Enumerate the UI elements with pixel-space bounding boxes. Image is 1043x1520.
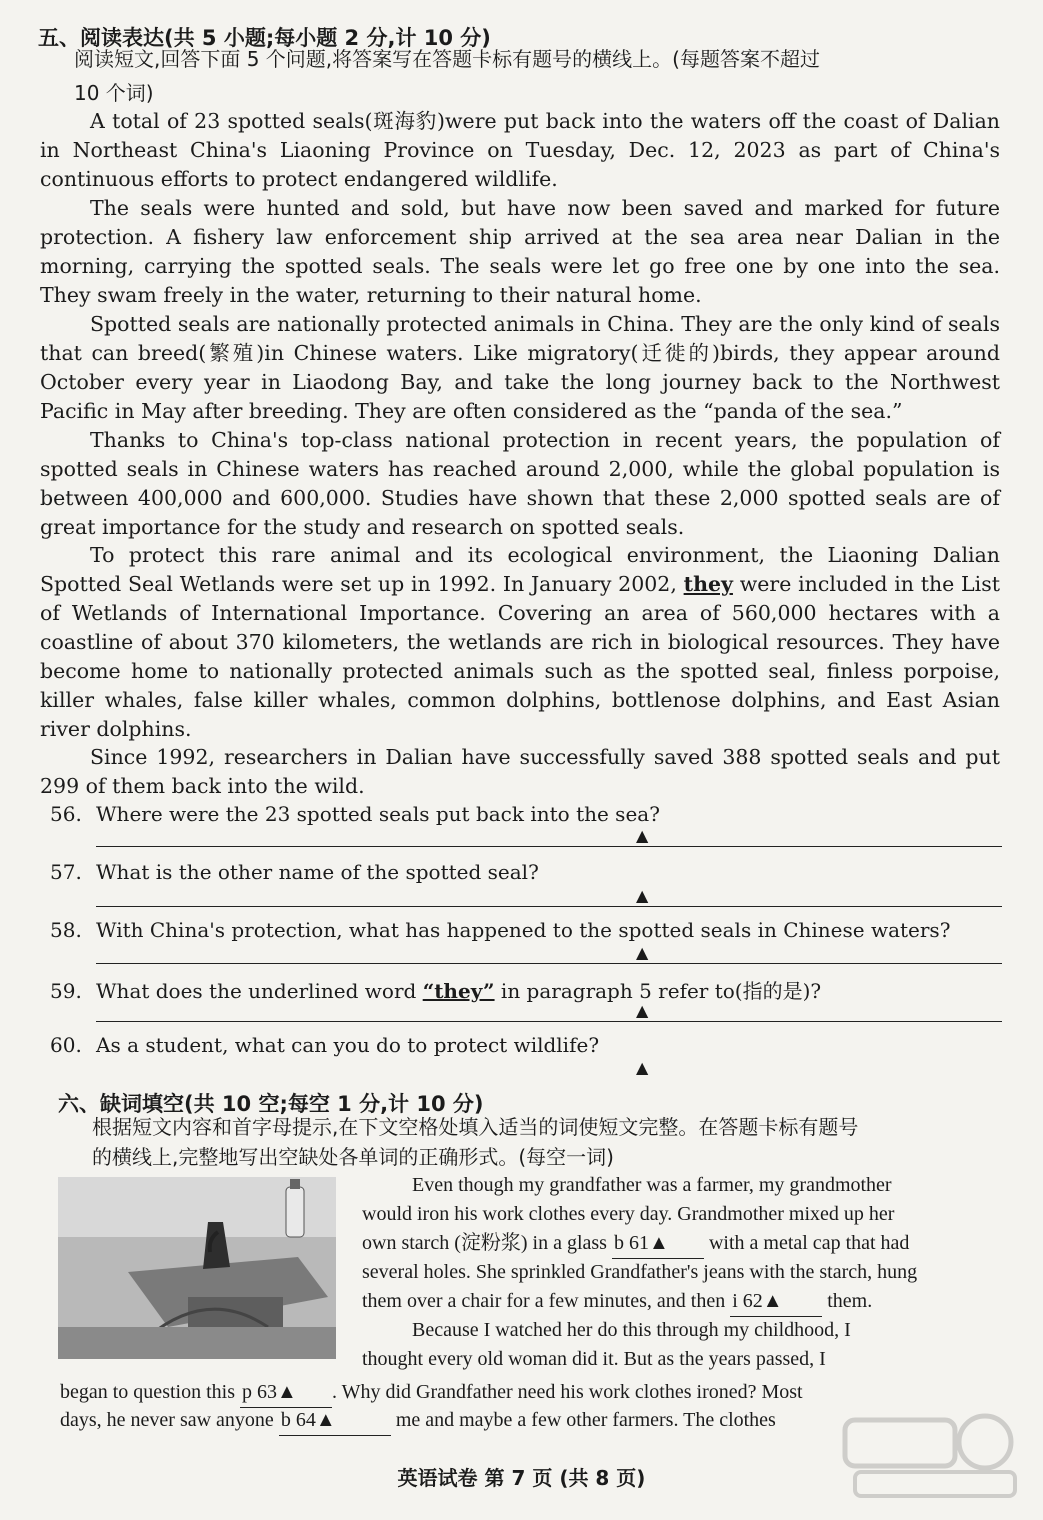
cloze-text: began to question this <box>60 1381 240 1403</box>
cloze-line-2: would iron his work clothes every day. Grandmother mixed up her <box>362 1203 895 1225</box>
cloze-text: . Why did Grandfather need his work clothes ironed? Most <box>331 1381 803 1403</box>
iron-photo <box>58 1177 336 1359</box>
question-60 <box>50 1033 1000 1057</box>
section5-title: 五、阅读表达(共 5 小题;每小题 2 分,计 10 分) <box>38 26 491 50</box>
cloze-line-1: Even though my grandfather was a farmer, my grandmother <box>412 1174 892 1196</box>
p5-before: To protect this rare animal and its ecological environment, the Liaoning Dalian Spotted Seal Wetlands were set up in 1992. In January 2002, <box>40 543 1000 596</box>
answer-marker-icon: ▲ <box>636 943 649 962</box>
cloze-line-9 <box>60 1406 776 1436</box>
section6-instruction-line2: 的横线上,完整地写出空缺处各单词的正确形式。(每空一词) <box>92 1145 614 1169</box>
question-number: 58. <box>50 918 82 942</box>
answer-line-58[interactable] <box>96 939 1002 964</box>
question-text: What is the other name of the spotted seal? <box>96 860 539 884</box>
cloze-line-6: Because I watched her do this through my childhood, I <box>412 1319 851 1341</box>
cloze-text: with a metal cap that had <box>703 1232 910 1254</box>
section6-title: 六、缺词填空(共 10 空;每空 1 分,计 10 分) <box>58 1092 484 1116</box>
section5-instruction-line1: 阅读短文,回答下面 5 个问题,将答案写在答题卡标有题号的横线上。(每题答案不超过 <box>74 47 820 71</box>
question-number: 57. <box>50 860 82 884</box>
question-text: As a student, what can you do to protect wildlife? <box>96 1033 600 1057</box>
cloze-line-4: several holes. She sprinkled Grandfather's jeans with the starch, hung <box>362 1261 918 1283</box>
answer-marker-icon: ▲ <box>636 826 649 845</box>
question-number: 59. <box>50 979 82 1003</box>
answer-marker-icon: ▲ <box>636 1058 649 1077</box>
question-text: Where were the 23 spotted seals put back into the sea? <box>96 802 660 826</box>
answer-marker-icon: ▲ <box>636 1001 649 1020</box>
watermark-logo <box>835 1410 1025 1500</box>
cloze-text: them over a chair for a few minutes, and then <box>362 1290 731 1312</box>
blank-63[interactable]: p 63▲ <box>240 1378 332 1408</box>
question-text-after: in paragraph 5 refer to(指的是)? <box>494 979 822 1003</box>
blank-62[interactable]: i 62▲ <box>730 1287 822 1317</box>
section6-instruction-line1: 根据短文内容和首字母提示,在下文空格处填入适当的词使短文完整。在答题卡标有题号 <box>92 1115 859 1139</box>
cloze-text: days, he never saw anyone <box>60 1409 279 1431</box>
passage-paragraph-1: A total of 23 spotted seals(斑海豹)were put back into the waters off the coast of Dalian in Northeast China's Liaoning Province on Tuesday, Dec. 12, 2023 as part of China's continuous efforts to protect endangered wildlife. <box>40 109 1000 191</box>
answer-line-57[interactable] <box>96 882 1002 907</box>
answer-line-56[interactable] <box>96 822 1002 847</box>
question-text-before: What does the underlined word <box>96 979 423 1003</box>
cloze-line-8 <box>60 1378 803 1408</box>
section5-instruction-line2: 10 个词) <box>74 81 154 105</box>
p5-after: were included in the List of Wetlands of International Importance. Covering an area of 560,000 hectares with a coastline of about 370 kilometers, the wetlands are rich in biological resources. They have become home to nationally protected animals such as the spotted seal, finless porpoise, killer whales, false killer whales, common dolphins, bottlenose dolphins, and East Asian river dolphins. <box>40 572 1000 741</box>
answer-marker-icon: ▲ <box>636 886 649 905</box>
watermark-logo-icon <box>835 1410 1025 1500</box>
cloze-text: own starch (淀粉浆) in a glass <box>362 1232 612 1254</box>
question-number: 56. <box>50 802 82 826</box>
cloze-text: them. <box>822 1290 873 1312</box>
question-number: 60. <box>50 1033 82 1057</box>
passage-paragraph-4: Thanks to China's top-class national protection in recent years, the population of spotted seals in Chinese waters has reached around 2,000, while the global population is between 400,000 and 600,000. Studies have shown that these 2,000 spotted seals are of great importance for the study and research on spotted seals. <box>40 428 1000 539</box>
answer-line-59[interactable] <box>96 997 1002 1022</box>
passage-paragraph-5 <box>40 541 1000 744</box>
page-footer: 英语试卷 第 7 页 (共 8 页) <box>397 1466 646 1490</box>
cloze-line-7: thought every old woman did it. But as the years passed, I <box>362 1348 826 1370</box>
underlined-word-they: they <box>683 572 733 596</box>
passage-paragraph-6: Since 1992, researchers in Dalian have successfully saved 388 spotted seals and put 299 of them back into the wild. <box>40 745 1000 798</box>
passage-paragraph-2: The seals were hunted and sold, but have now been saved and marked for future protection. A fishery law enforcement ship arrived at the sea area near Dalian in the morning, carrying the spotted seals. The seals were let go free one by one into the sea. They swam freely in the water, returning to their natural home. <box>40 196 1000 307</box>
question-text: With China's protection, what has happened to the spotted seals in Chinese waters? <box>96 918 951 942</box>
cloze-line-3 <box>362 1229 909 1259</box>
passage-paragraph-3: Spotted seals are nationally protected animals in China. They are the only kind of seals that can breed(繁殖)in Chinese waters. Like migratory(迁徙的)birds, they appear around October every year in Liaodong Bay, and take the long journey back to the Northwest Pacific in May after breeding. They are often considered as the “panda of the sea.” <box>40 312 1000 423</box>
cloze-text: me and maybe a few other farmers. The clothes <box>390 1409 776 1431</box>
question-underlined-word: “they” <box>422 979 495 1003</box>
blank-64[interactable]: b 64▲ <box>279 1406 391 1436</box>
cloze-line-5 <box>362 1287 872 1317</box>
iron-photo-drawing <box>58 1177 336 1359</box>
question-57 <box>50 860 1000 884</box>
blank-61[interactable]: b 61▲ <box>612 1229 704 1259</box>
